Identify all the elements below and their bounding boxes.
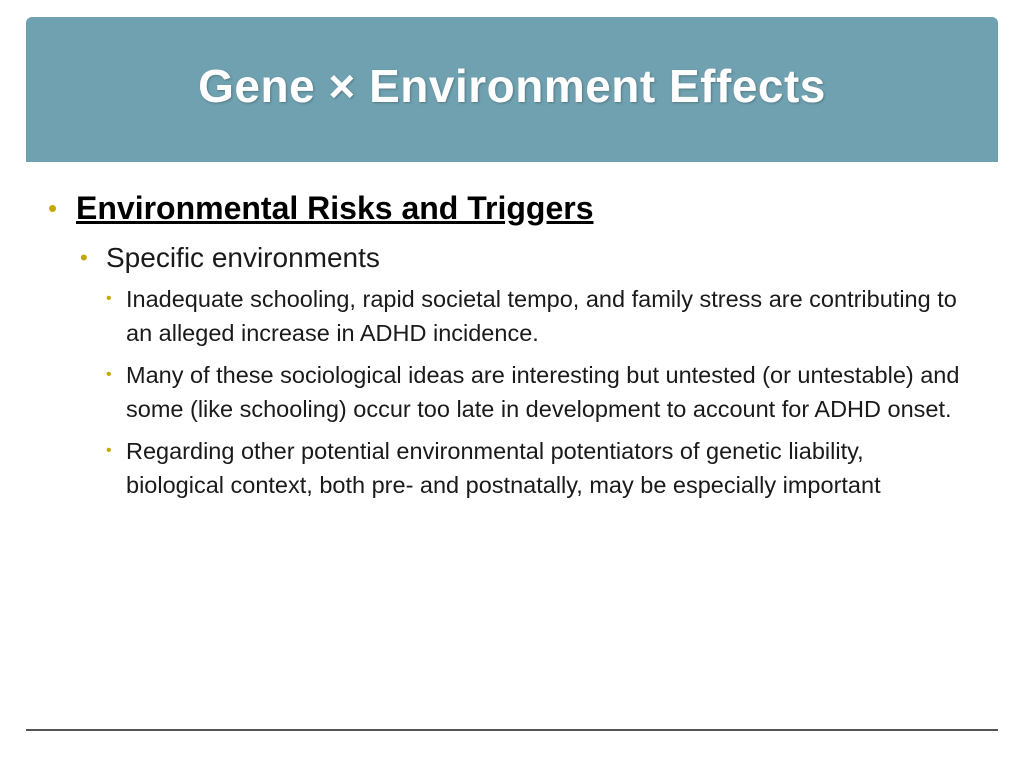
bullet-level-1 [48,186,988,230]
bullet-level-3 [106,282,966,350]
bullet-icon: • [106,290,112,307]
bullet-icon: • [106,366,112,383]
title-bar [26,17,998,162]
slide-title: Gene × Environment Effects [198,59,826,112]
bullet-heading: Environmental Risks and Triggers [76,190,594,226]
bullet-icon: • [106,442,112,459]
bullet-icon: • [80,245,88,270]
bullet-level-2 [80,238,988,278]
bullet-level-3 [106,434,966,502]
slide-content [48,186,988,510]
footer-divider [26,729,998,731]
bullet-subheading: Specific environments [106,242,380,273]
bullet-text: Inadequate schooling, rapid societal tempo, and family stress are contributing to an alleged increase in ADHD incidence. [126,286,957,346]
bullet-text: Regarding other potential environmental potentiators of genetic liability, biological context, both pre- and postnatally, may be especially important [126,438,881,498]
bullet-text: Many of these sociological ideas are interesting but untested (or untestable) and some (like schooling) occur too late in development to account for ADHD onset. [126,362,960,422]
bullet-level-3 [106,358,966,426]
bullet-icon: • [48,193,58,223]
